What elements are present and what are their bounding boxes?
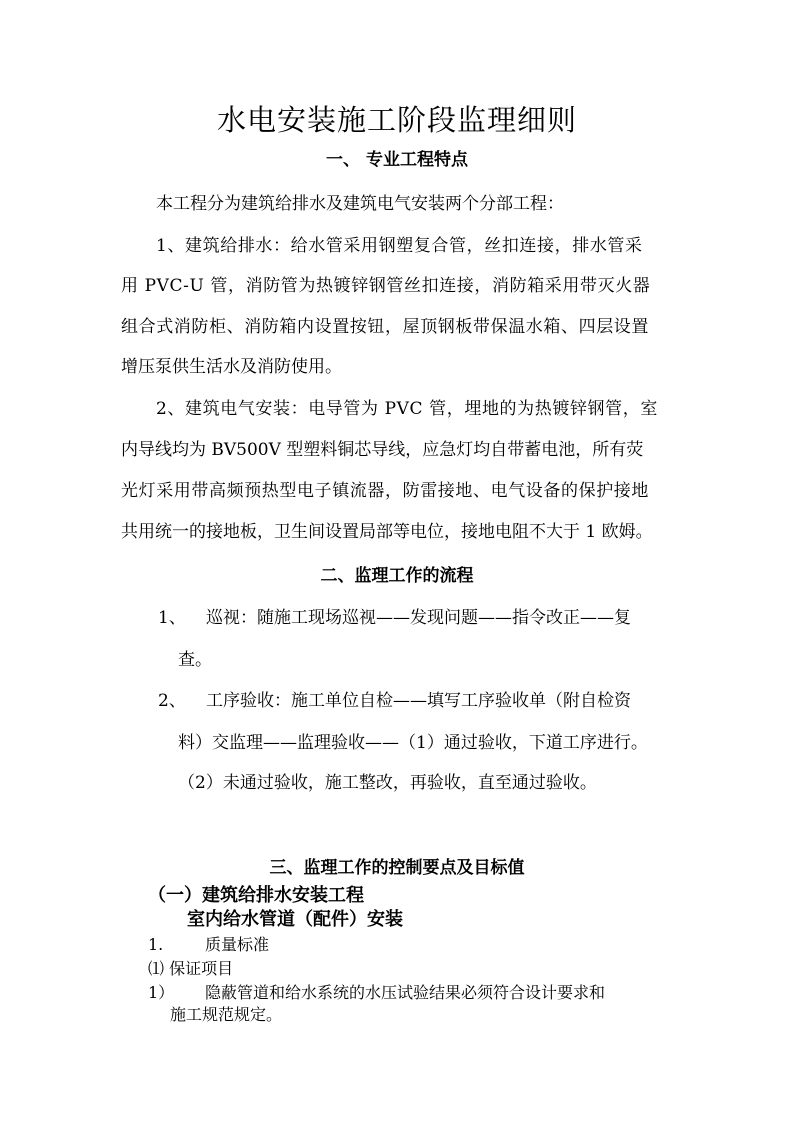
process-2-number: 2、 [158,691,186,711]
section-heading-1: 一、 专业工程特点 [326,150,468,170]
section-heading-2: 二、监理工作的流程 [320,566,474,586]
requirement-line-1: 隐蔽管道和给水系统的水压试验结果必须符合设计要求和 [205,983,606,1002]
process-1-line-2: 查。 [178,650,212,670]
process-1-line-1: 巡视：随施工现场巡视——发现问题——指令改正——复 [206,608,631,628]
guarantee-items-label: ⑴ 保证项目 [148,959,234,978]
item2-line-3: 光灯采用带高频预热型电子镇流器，防雷接地、电气设备的保护接地 [121,481,649,501]
process-2-line-1: 工序验收：施工单位自检——填写工序验收单（附自检资 [206,691,631,711]
item2-line-4: 共用统一的接地板，卫生间设置局部等电位，接地电阻不大于 1 欧姆。 [121,522,653,542]
item2-line-2: 内导线均为 BV500V 型塑料铜芯导线，应急灯均自带蓄电池，所有荧 [121,440,644,460]
process-2-line-3: （2）未通过验收，施工整改，再验收，直至通过验收。 [178,773,597,793]
item2-line-1: 2、建筑电气安装：电导管为 PVC 管，埋地的为热镀锌钢管，室 [156,399,658,419]
section1-intro: 本工程分为建筑给排水及建筑电气安装两个分部工程： [156,194,564,214]
item1-line-1: 1、建筑给排水：给水管采用钢塑复合管，丝扣连接，排水管采 [156,236,643,256]
process-2-line-2: 料）交监理——监理验收——（1）通过验收，下道工序进行。 [178,733,648,753]
subsection-heading: （一）建筑给排水安装工程 [148,885,364,906]
item1-line-2: 用 PVC-U 管，消防管为热镀锌钢管丝扣连接，消防箱采用带灭火器 [121,276,651,296]
process-1-number: 1、 [158,608,186,628]
section-heading-3: 三、监理工作的控制要点及目标值 [269,858,525,878]
requirement-number: 1） [148,983,175,1002]
item1-line-3: 组合式消防柜、消防箱内设置按钮，屋顶钢板带保温水箱、四层设置 [121,317,649,337]
subsubsection-heading: 室内给水管道（配件）安装 [187,909,403,930]
item1-line-4: 增压泵供生活水及消防使用。 [121,357,342,377]
quality-number: 1. [148,935,164,954]
document-title: 水电安装施工阶段监理细则 [216,103,577,137]
quality-standard-label: 质量标准 [205,935,270,954]
requirement-line-2: 施工规范规定。 [170,1005,283,1024]
